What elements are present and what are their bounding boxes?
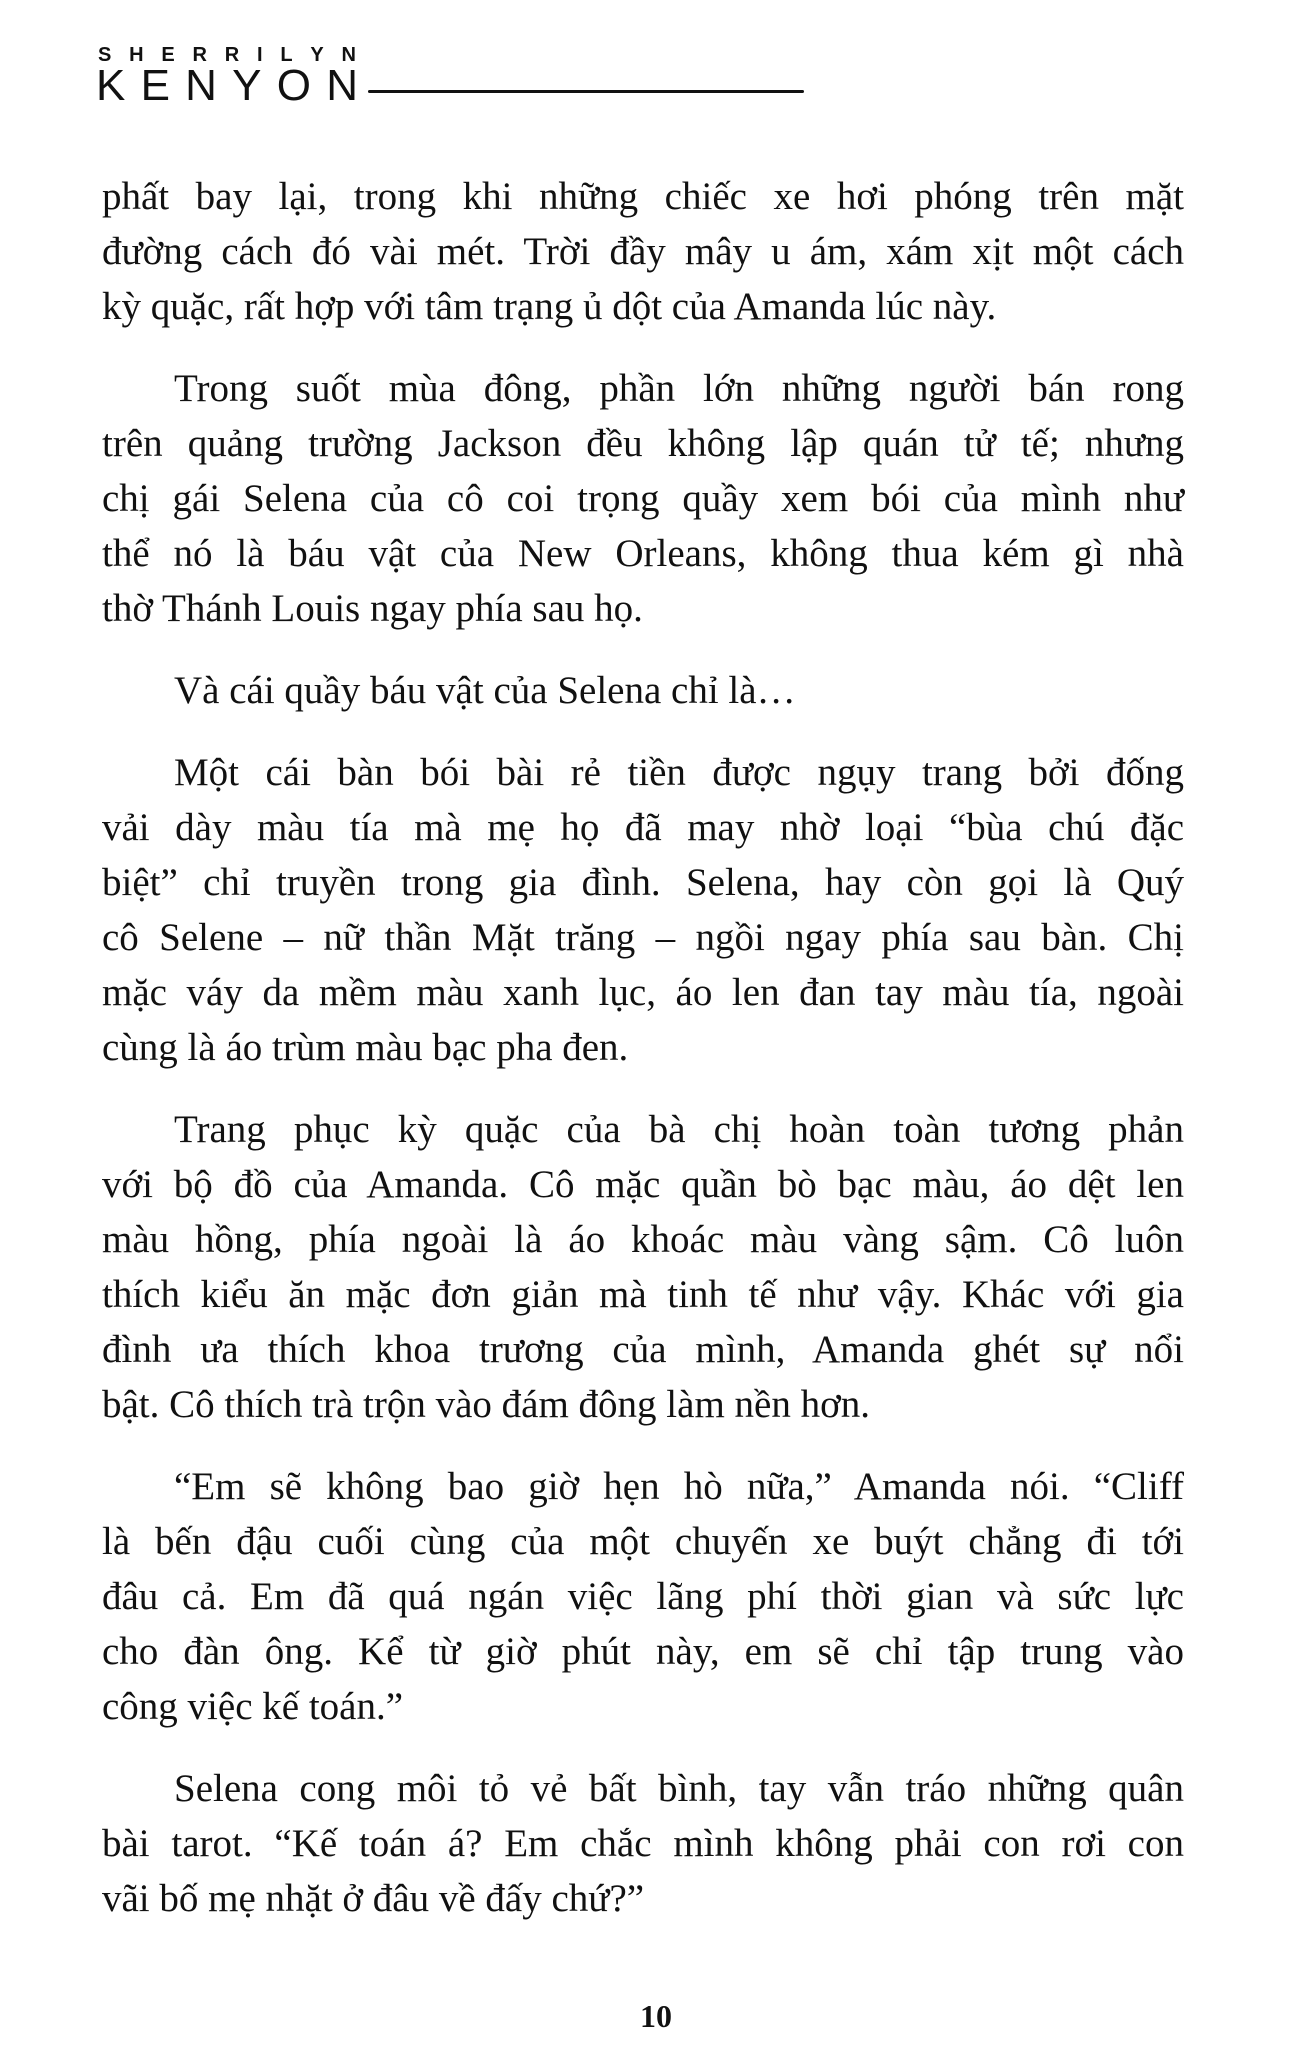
- page-body-text: [102, 169, 1184, 1926]
- header-letter: S: [98, 44, 112, 66]
- paragraph: [102, 1761, 1184, 1926]
- header-letter: K: [96, 61, 126, 110]
- running-header-author-last: [96, 61, 358, 110]
- text-line: phất bay lại, trong khi những chiếc xe hơi phóng trên mặt: [102, 175, 1184, 218]
- text-line: Trong suốt mùa đông, phần lớn những người bán rong: [174, 367, 1184, 410]
- header-rule: [368, 90, 804, 93]
- page-number: 10: [640, 1998, 672, 2034]
- paragraph: [102, 361, 1184, 636]
- text-line: vải dày màu tía mà mẹ họ đã may nhờ loại “bùa chú đặc: [102, 806, 1184, 849]
- text-line: đâu cả. Em đã quá ngán việc lãng phí thời gian và sức lực: [102, 1575, 1184, 1618]
- text-line: cô Selene – nữ thần Mặt trăng – ngồi ngay phía sau bàn. Chị: [102, 916, 1184, 959]
- text-line: Và cái quầy báu vật của Selena chỉ là…: [174, 669, 796, 712]
- header-letter: N: [341, 44, 356, 66]
- header-letter: I: [257, 44, 263, 66]
- header-letter: O: [276, 61, 311, 110]
- header-letter: L: [280, 44, 293, 66]
- text-line: bật. Cô thích trà trộn vào đám đông làm nền hơn.: [102, 1383, 870, 1426]
- text-line: là bến đậu cuối cùng của một chuyến xe buýt chẳng đi tới: [102, 1520, 1184, 1563]
- text-line: thờ Thánh Louis ngay phía sau họ.: [102, 587, 643, 630]
- header-letter: R: [192, 44, 207, 66]
- paragraph: [102, 1102, 1184, 1432]
- text-line: chị gái Selena của cô coi trọng quầy xem bói của mình như: [102, 477, 1184, 520]
- text-line: trên quảng trường Jackson đều không lập quán tử tế; nhưng: [102, 422, 1184, 465]
- paragraph: [102, 745, 1184, 1075]
- header-letter: H: [129, 44, 144, 66]
- paragraph: [102, 169, 1184, 334]
- text-line: bài tarot. “Kế toán á? Em chắc mình không phải con rơi con: [102, 1822, 1184, 1865]
- header-letter: E: [140, 61, 170, 110]
- header-letter: R: [224, 44, 240, 66]
- text-line: đình ưa thích khoa trương của mình, Amanda ghét sự nổi: [102, 1328, 1184, 1371]
- text-line: công việc kế toán.”: [102, 1685, 404, 1728]
- text-line: Một cái bàn bói bài rẻ tiền được ngụy trang bởi đống: [174, 751, 1184, 794]
- header-letter: Y: [232, 61, 262, 110]
- header-letter: N: [326, 61, 358, 110]
- text-line: vãi bố mẹ nhặt ở đâu về đấy chứ?”: [102, 1877, 645, 1920]
- text-line: màu hồng, phía ngoài là áo khoác màu vàng sậm. Cô luôn: [102, 1218, 1184, 1261]
- text-line: thể nó là báu vật của New Orleans, không thua kém gì nhà: [102, 532, 1184, 575]
- text-line: mặc váy da mềm màu xanh lục, áo len đan tay màu tía, ngoài: [102, 971, 1184, 1014]
- text-line: biệt” chỉ truyền trong gia đình. Selena, hay còn gọi là Quý: [102, 861, 1184, 904]
- text-line: đường cách đó vài mét. Trời đầy mây u ám, xám xịt một cách: [102, 230, 1184, 273]
- header-letter: N: [185, 61, 217, 110]
- text-line: cùng là áo trùm màu bạc pha đen.: [102, 1026, 629, 1069]
- text-line: kỳ quặc, rất hợp với tâm trạng ủ dột của Amanda lúc này.: [102, 285, 997, 328]
- text-line: Selena cong môi tỏ vẻ bất bình, tay vẫn tráo những quân: [174, 1767, 1184, 1810]
- header-letter: Y: [310, 44, 324, 66]
- text-line: “Em sẽ không bao giờ hẹn hò nữa,” Amanda nói. “Cliff: [174, 1465, 1184, 1508]
- paragraph: [102, 1459, 1184, 1734]
- text-line: thích kiểu ăn mặc đơn giản mà tinh tế như vậy. Khác với gia: [102, 1273, 1184, 1316]
- text-line: với bộ đồ của Amanda. Cô mặc quần bò bạc màu, áo dệt len: [102, 1163, 1184, 1206]
- text-line: cho đàn ông. Kể từ giờ phút này, em sẽ chỉ tập trung vào: [102, 1630, 1184, 1673]
- paragraph: [102, 663, 1184, 718]
- text-line: Trang phục kỳ quặc của bà chị hoàn toàn tương phản: [174, 1108, 1184, 1151]
- header-letter: E: [161, 44, 175, 66]
